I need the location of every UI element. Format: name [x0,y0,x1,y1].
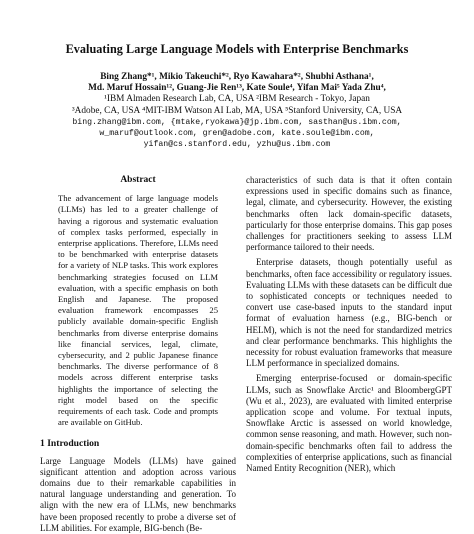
left-column [40,175,236,534]
abstract-text: The advancement of large language models (LLMs) has led to a greater challenge of having a rigorous and systematic evaluation of complex tasks performed, especially in enterprise applications. Therefore, LLMs need to be benchmarked with enterprise datasets for a variety of NLP tasks. This work explores benchmarking strategies focused on LLM evaluation, with a specific emphasis on both English and Japanese. The proposed evaluation framework encompasses 25 publicly available domain-specific English benchmarks from diverse enterprise domains like financial services, legal, climate, cybersecurity, and 2 public Japanese finance benchmarks. The diverse performance of 8 models across different enterprise tasks highlights the importance of selecting the right model based on the specific requirements of each task. Code and prompts are available on GitHub. [58,193,218,428]
paper-title: Evaluating Large Language Models with Enterprise Benchmarks [65,42,409,56]
affiliation-line: ³Adobe, CA, USA ⁴MIT-IBM Watson AI Lab, MA, USA ⁵Stanford University, CA, USA [71,105,403,116]
abstract-heading: Abstract [120,175,156,185]
author-line: Bing Zhang*¹, Mikio Takeuchi*², Ryo Kawahara*², Shubhi Asthana¹, [100,72,374,82]
email-line: yifan@cs.stanford.edu, yzhu@us.ibm.com [143,140,331,150]
affiliation-line: ¹IBM Almaden Research Lab, CA, USA ²IBM Research - Tokyo, Japan [104,94,370,105]
body-paragraph: Enterprise datasets, though potentially useful as benchmarks, often face accessibility or regulatory issues. Evaluating LLMs with these datasets can be difficult due to sophisticated concepts or techniques needed to convert use case-based inputs to the standard input format of evaluation harness (e.g., BIG-bench or HELM), which is not the need for standardized metrics and clear performance benchmarks. This highlights the necessity for robust evaluation frameworks that measure LLM performance in specialized domains. [246,257,452,369]
author-line: Md. Maruf Hossain¹², Guang-Jie Ren¹³, Kate Soule⁴, Yifan Mai⁵ Yada Zhu⁴, [88,83,386,94]
email-line: bing.zhang@ibm.com, {mtake,ryokawa}@jp.ibm.com, sasthan@us.ibm.com, [72,117,402,127]
right-column [246,175,452,474]
intro-paragraph: Large Language Models (LLMs) have gained significant attention and adoption across various domains due to their remarkable capabilities in natural language understanding and generation. To align with the new era of LLMs, new benchmarks have been proposed recently to probe a diverse set of LLM abilities. For example, BIG-bench (Be- [40,455,236,533]
body-paragraph: characteristics of such data is that it often contain expressions used in specific domains such as finance, legal, climate, and cybersecurity. However, the existing benchmarks often lack domain-specific datasets, particularly for those enterprise domains. This gap poses challenges for practitioners seeking to assess LLM performance tailored to their needs. [246,175,452,253]
author-block [0,72,474,150]
body-paragraph: Emerging enterprise-focused or domain-specific LLMs, such as Snowflake Arctic¹ and BloombergGPT (Wu et al., 2023), are evaluated with limited enterprise application scope and volume. For textual inputs, Snowflake Arctic is assessed on world knowledge, common sense reasoning, and math. However, such non-domain-specific benchmarks often fail to address the complexities of enterprise applications, such as financial Named Entity Recognition (NER), which [246,373,452,474]
email-line: w_maruf@outlook.com, gren@adobe.com, kate.soule@ibm.com, [99,129,375,139]
section-heading-introduction: 1 Introduction [40,438,100,450]
